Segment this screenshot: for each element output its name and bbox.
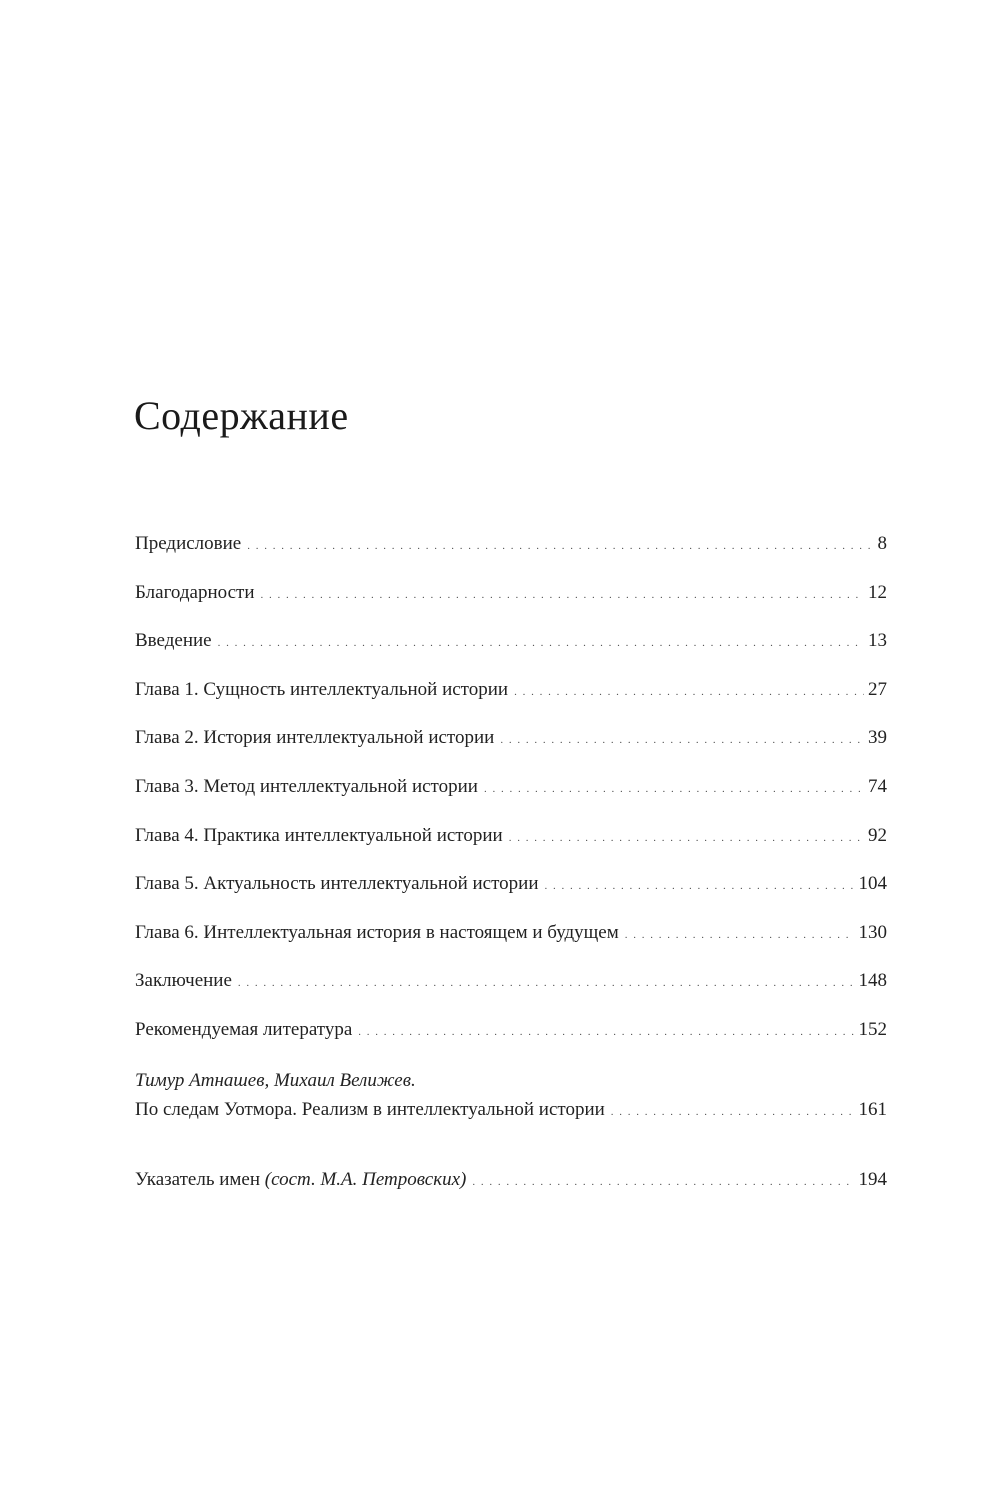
toc-entry-chapter-4[interactable] (135, 820, 887, 869)
toc-entry-afterword-line (135, 1095, 887, 1127)
toc-entry-name-index[interactable] (135, 1164, 887, 1213)
toc-entry-chapter-1[interactable] (135, 674, 887, 723)
dot-leader (545, 870, 855, 902)
dot-leader (218, 627, 864, 659)
toc-entry-label: Глава 4. Практика интеллектуальной истории (135, 824, 503, 846)
toc-entry-label: Предисловие (135, 533, 242, 554)
toc-entry-label: Глава 6. Интеллектуальная история в настоящем и будущем (135, 921, 619, 943)
toc-entry-label: Глава 3. Метод интеллектуальной истории (135, 775, 478, 797)
toc-entry-label: По следам Уотмора. Реализм в интеллектуальной истории (135, 1098, 605, 1120)
toc-entry-label: Глава 2. История интеллектуальной истории (135, 727, 495, 749)
toc-list (135, 528, 887, 1212)
dot-leader (247, 530, 873, 562)
toc-entry-page: 12 (868, 581, 887, 603)
toc-entry-label: Заключение (135, 970, 232, 992)
toc-entry-chapter-2[interactable] (135, 722, 887, 771)
toc-entry-preface[interactable] (135, 528, 887, 577)
dot-leader (472, 1166, 854, 1198)
toc-entry-label: Указатель имен (135, 1168, 261, 1190)
toc-entry-page: 152 (858, 1018, 887, 1040)
toc-entry-page: 27 (868, 678, 887, 700)
toc-entry-compiler: (сост. М.А. Петровских) (264, 1168, 467, 1190)
dot-leader (484, 773, 864, 805)
toc-entry-page: 130 (858, 921, 887, 943)
dot-leader (509, 822, 864, 854)
toc-entry-page: 148 (858, 970, 887, 992)
toc-entry-page: 74 (868, 775, 887, 797)
toc-entry-page: 8 (877, 533, 887, 554)
toc-entry-page: 104 (858, 873, 887, 895)
toc-entry-page: 92 (868, 824, 887, 846)
toc-entry-introduction[interactable] (135, 625, 887, 674)
toc-entry-label: Глава 1. Сущность интеллектуальной истории (135, 678, 509, 700)
toc-entry-page: 39 (868, 727, 887, 749)
dot-leader (358, 1016, 854, 1048)
toc-entry-page: 161 (858, 1098, 887, 1120)
toc-entry-page: 194 (858, 1168, 887, 1190)
toc-entry-recommended-reading[interactable] (135, 1014, 887, 1063)
dot-leader (500, 724, 864, 756)
toc-entry-acknowledgements[interactable] (135, 577, 887, 626)
toc-entry-afterword[interactable] (135, 1067, 887, 1164)
dot-leader (238, 967, 855, 999)
toc-entry-label: Глава 5. Актуальность интеллектуальной истории (135, 873, 539, 895)
toc-entry-page: 13 (868, 630, 887, 652)
toc-entry-label: Введение (135, 630, 212, 652)
toc-entry-conclusion[interactable] (135, 965, 887, 1014)
toc-entry-chapter-3[interactable] (135, 771, 887, 820)
toc-title: Содержание (134, 393, 349, 438)
dot-leader (625, 919, 855, 951)
dot-leader (514, 676, 864, 708)
toc-entry-label-group (135, 1164, 472, 1196)
toc-entry-label: Рекомендуемая литература (135, 1018, 353, 1040)
toc-entry-label: Благодарности (135, 581, 255, 603)
toc-entry-chapter-6[interactable] (135, 917, 887, 966)
dot-leader (261, 579, 865, 611)
dot-leader (611, 1097, 855, 1127)
toc-entry-chapter-5[interactable] (135, 868, 887, 917)
toc-entry-authors: Тимур Атнашев, Михаил Велижев. (135, 1069, 416, 1091)
